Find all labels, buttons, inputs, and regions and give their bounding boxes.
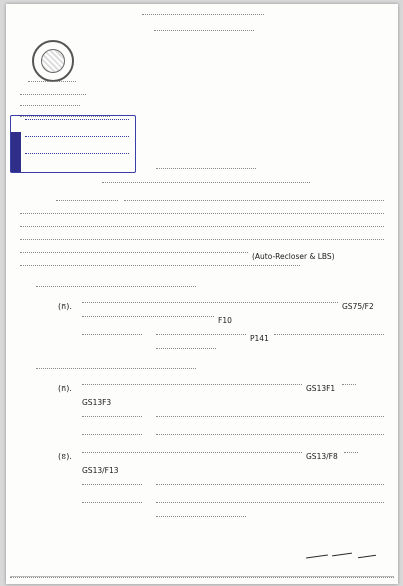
conjunction <box>342 384 356 385</box>
detail-label <box>82 484 142 485</box>
notice-body-line-1 <box>124 200 384 201</box>
section-2-item-b-text <box>82 452 302 453</box>
feeder-code: GS13/F8 <box>306 452 338 461</box>
ministry-seal <box>32 40 74 82</box>
feeder-code: GS13/F13 <box>82 466 119 475</box>
notice-body-line-2 <box>20 213 384 214</box>
notice-body-line-4 <box>20 239 384 240</box>
feeder-code: F10 <box>218 316 232 325</box>
detail-text <box>274 334 384 335</box>
seal-emblem-icon <box>41 49 65 73</box>
notice-body-line-6 <box>20 265 300 266</box>
national-motto-line-1 <box>142 14 264 15</box>
section-2-item-b-label: (ខ). <box>58 452 72 461</box>
detail-text <box>156 434 384 435</box>
footer-text <box>10 577 394 578</box>
receipt-stamp <box>10 115 136 173</box>
document-page <box>6 4 398 584</box>
conjunction <box>344 452 358 453</box>
feeder-code: GS75/F2 <box>342 302 374 311</box>
stamp-line-2 <box>25 153 129 154</box>
section-1-item-a-extra <box>82 316 214 317</box>
notice-body-line-5 <box>20 252 248 253</box>
detail-label <box>82 416 142 417</box>
notice-lead <box>56 200 118 201</box>
agency-name-line-1 <box>20 94 86 95</box>
detail-text <box>156 334 246 335</box>
stamp-line-1 <box>25 136 129 137</box>
detail-label <box>82 434 142 435</box>
stamp-title <box>25 119 129 120</box>
detail-text <box>156 416 384 417</box>
notice-subtitle <box>102 182 310 183</box>
detail-text <box>156 502 384 503</box>
notice-title <box>156 168 256 169</box>
section-2-item-a-text <box>82 384 302 385</box>
section-1-item-a-text <box>82 302 338 303</box>
signature <box>332 553 352 557</box>
signature <box>358 555 376 558</box>
section-1-heading <box>36 286 196 287</box>
agency-name-line-2 <box>20 105 80 106</box>
notice-body-line-3 <box>20 226 384 227</box>
feeder-code: GS13F1 <box>306 384 336 393</box>
detail-text-continued <box>156 516 246 517</box>
equipment-codes: (Auto-Recloser & LBS) <box>252 252 335 261</box>
signature <box>306 554 328 558</box>
section-2-item-a-label: (ក). <box>58 384 72 393</box>
pole-code: P141 <box>250 334 269 343</box>
detail-label <box>82 502 142 503</box>
feeder-code: GS13F3 <box>82 398 112 407</box>
national-motto-line-2 <box>154 30 254 31</box>
section-1-item-a-label: (ក). <box>58 302 72 311</box>
detail-text <box>156 484 384 485</box>
detail-label <box>82 334 142 335</box>
page-footer <box>10 576 394 583</box>
detail-text-continued <box>156 348 216 349</box>
section-2-heading <box>36 368 196 369</box>
seal-caption <box>28 81 76 82</box>
